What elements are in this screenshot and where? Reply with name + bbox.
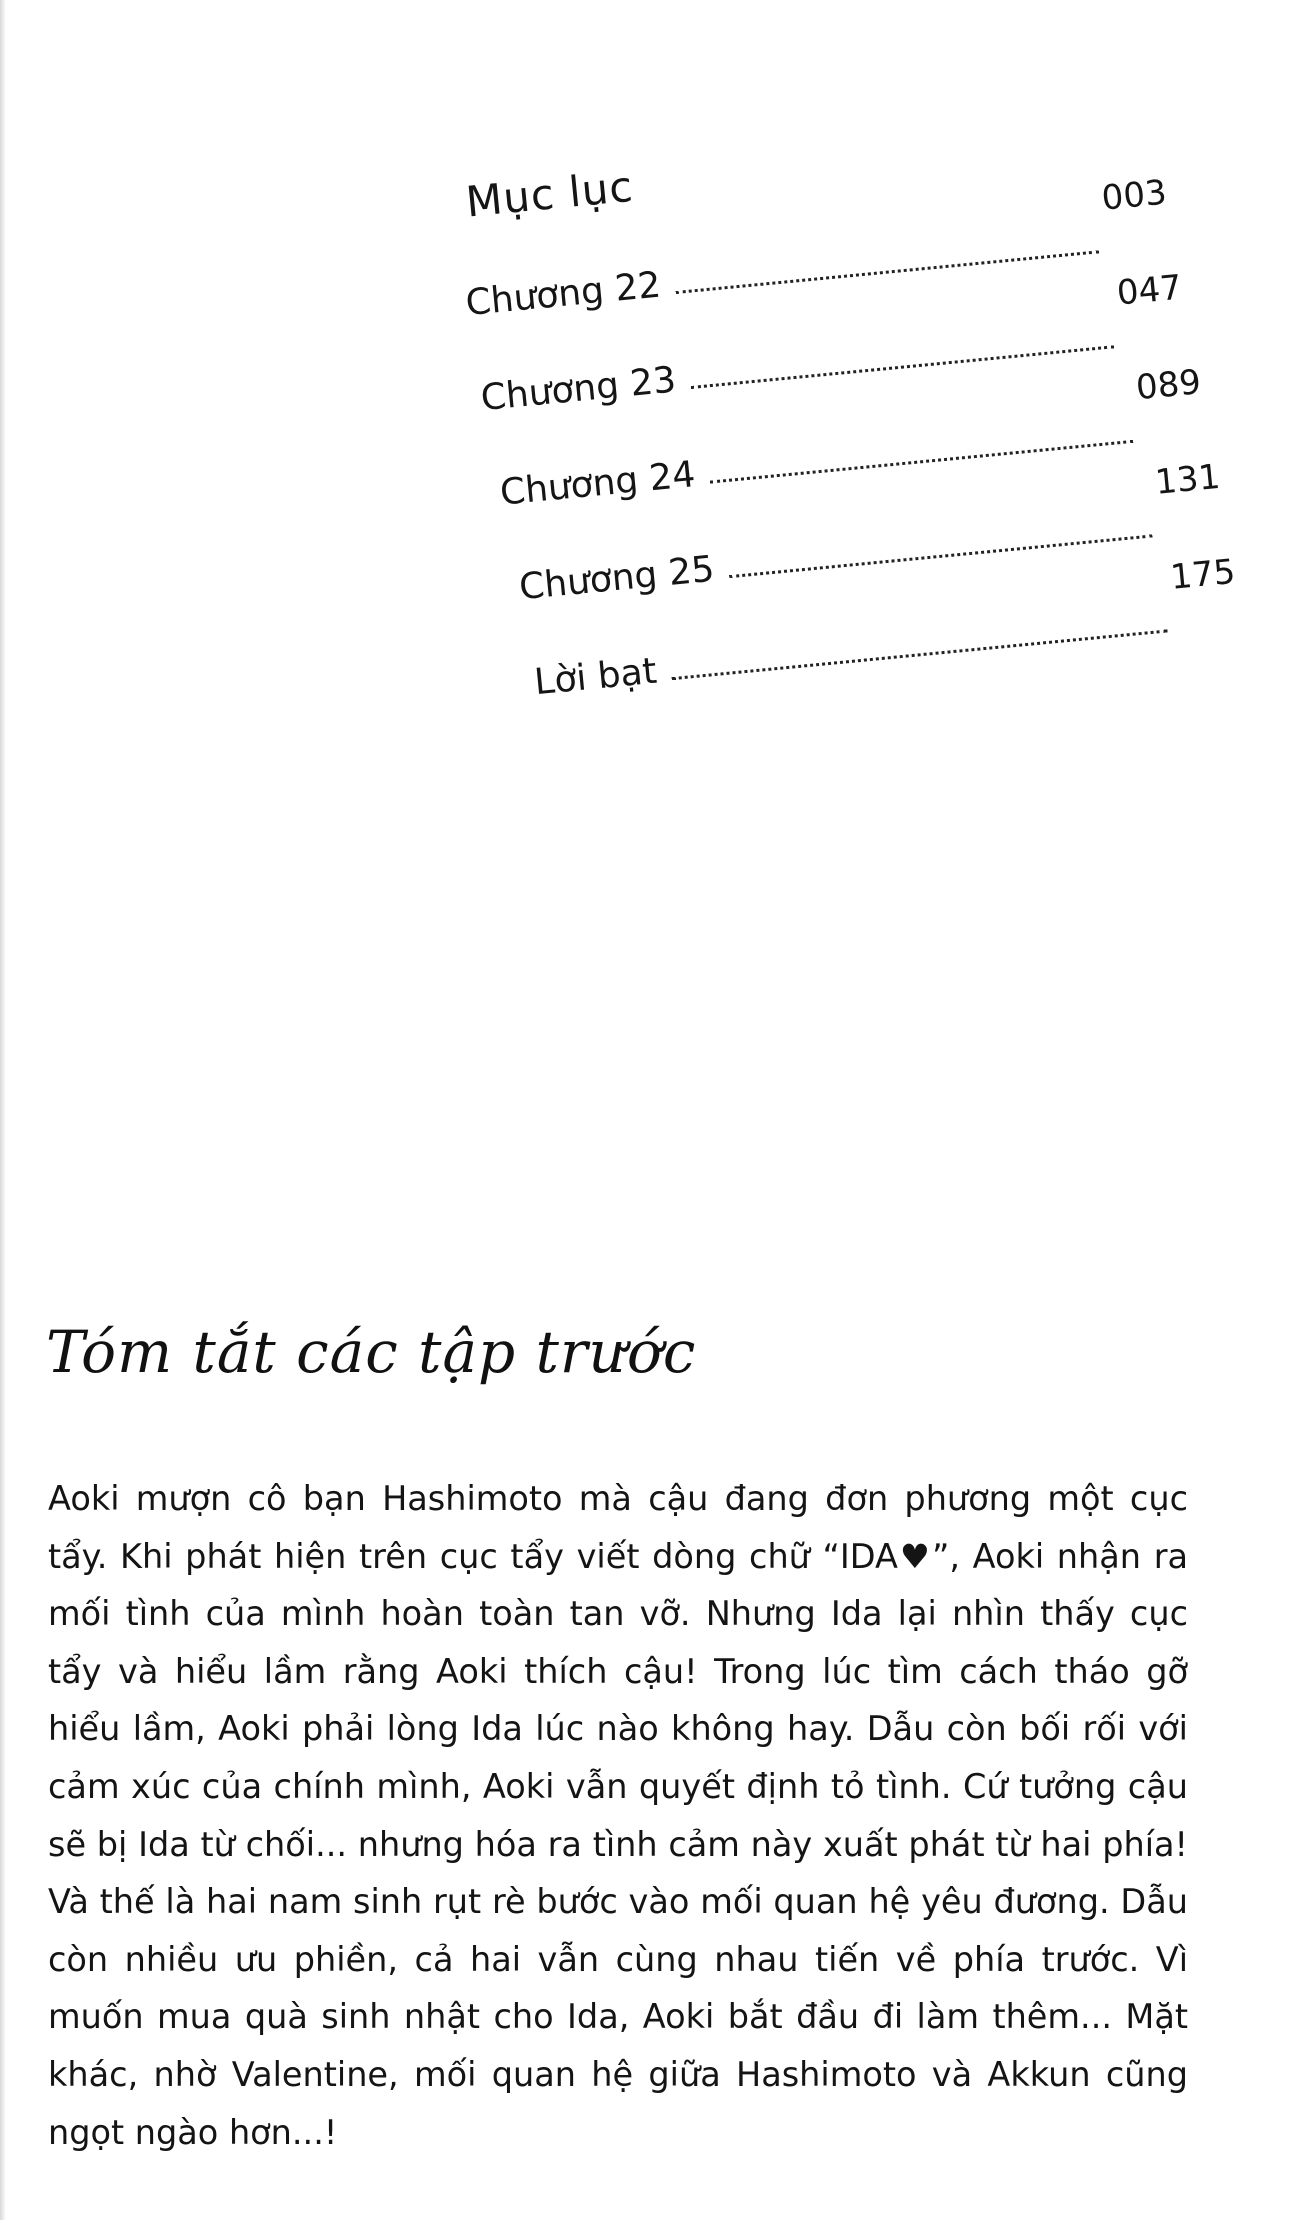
summary-body: Aoki mượn cô bạn Hashimoto mà cậu đang đơn phương một cục tẩy. Khi phát hiện trên cục tẩy viết dòng chữ “IDA♥”, Aoki nhận ra mối tình của mình hoàn toàn tan vỡ. Nhưng Ida lại nhìn thấy cục tẩy và hiểu lầm rằng Aoki thích cậu! Trong lúc tìm cách tháo gỡ hiểu lầm, Aoki phải lòng Ida lúc nào không hay. Dẫu còn bối rối với cảm xúc của chính mình, Aoki vẫn quyết định tỏ tình. Cứ tưởng cậu sẽ bị Ida từ chối... nhưng hóa ra tình cảm này xuất phát từ hai phía! Và thế là hai nam sinh rụt rè bước vào mối quan hệ yêu đương. Dẫu còn nhiều ưu phiền, cả hai vẫn cùng nhau tiến về phía trước. Vì muốn mua quà sinh nhật cho Ida, Aoki bắt đầu đi làm thêm... Mặt khác, nhờ Valentine, mối quan hệ giữa Hashimoto và Akkun cũng ngọt ngào hơn...! — [48, 1479, 1188, 2152]
toc-entry-page: 003 — [1099, 172, 1169, 219]
toc-entry-label: Chương 22 — [463, 264, 663, 325]
toc-entry-label: Chương 23 — [479, 359, 678, 420]
toc-leader-dots — [691, 345, 1115, 389]
page-edge-shadow — [0, 0, 6, 2220]
toc-leader-dots — [671, 629, 1168, 680]
toc-entry-label: Chương 25 — [517, 548, 717, 609]
toc-entry-page: 047 — [1115, 267, 1184, 314]
toc-entry-page: 089 — [1134, 362, 1203, 409]
toc-entry-page: 175 — [1168, 551, 1238, 598]
toc-entry-label: Lời bạt — [532, 650, 659, 704]
table-of-contents — [440, 89, 1238, 717]
summary-title: Tóm tắt các tập trước — [46, 1318, 697, 1386]
toc-leader-dots — [675, 250, 1099, 294]
toc-entry-label: Chương 24 — [498, 454, 698, 514]
toc-leader-dots — [710, 440, 1134, 484]
toc-title: Mục lục — [463, 161, 636, 227]
toc-leader-dots — [729, 534, 1153, 578]
toc-entry-page: 131 — [1153, 456, 1222, 503]
